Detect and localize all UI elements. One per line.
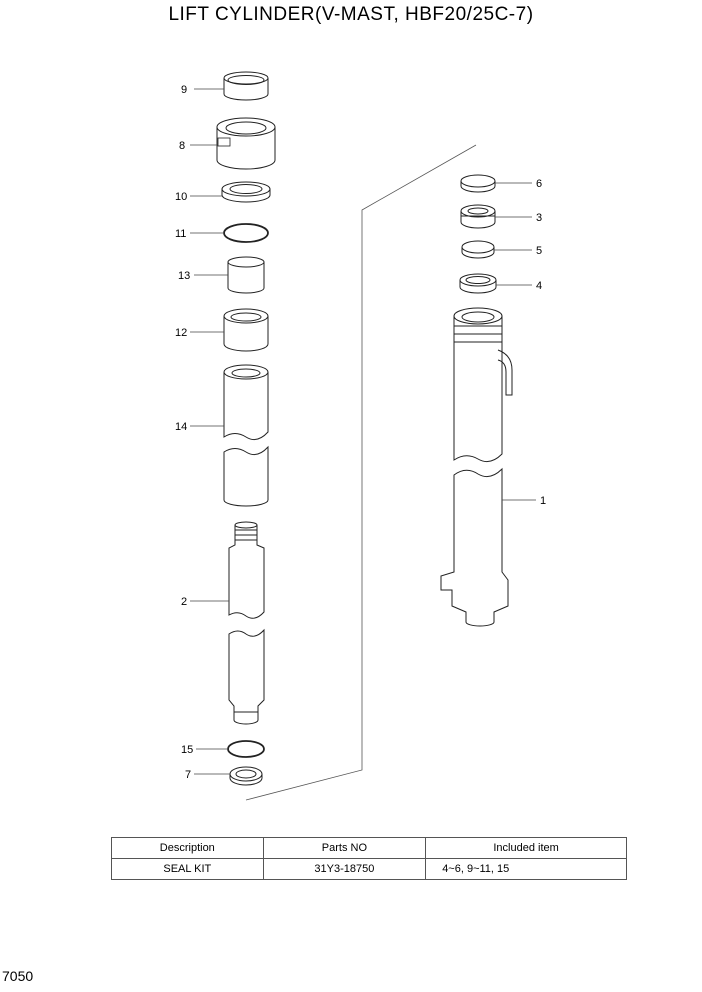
page-number: 7050: [2, 968, 34, 984]
part-8-rod-cover: [217, 118, 275, 169]
callout-5: 5: [536, 245, 543, 257]
callout-3: 3: [536, 212, 543, 224]
part-13-bushing: [228, 257, 264, 293]
table-row: [112, 859, 627, 880]
part-9-wiper-ring: [224, 72, 268, 100]
part-5-backup-ring: [462, 241, 494, 258]
part-12-guide: [224, 309, 268, 351]
callout-14: 14: [175, 421, 188, 433]
column-header-included-item: Included item: [426, 838, 627, 859]
part-14-spacer-tube: [224, 365, 268, 506]
part-10-rod-seal: [222, 182, 270, 202]
callout-10: 10: [175, 191, 188, 203]
part-3-piston: [461, 205, 495, 228]
part-7-retaining-ring: [230, 767, 262, 785]
part-1-cylinder-tube: [441, 308, 512, 626]
assembly-guide-line: [246, 145, 476, 800]
part-15-o-ring: [228, 741, 264, 757]
callout-7: 7: [185, 769, 192, 781]
callout-1: 1: [540, 495, 547, 507]
callout-4: 4: [536, 280, 543, 292]
page-title: LIFT CYLINDER(V-MAST, HBF20/25C-7): [168, 4, 534, 25]
part-6-wear-ring: [461, 175, 495, 192]
cell-parts-no: 31Y3-18750: [263, 859, 426, 880]
column-header-description: Description: [112, 838, 264, 859]
callout-12: 12: [175, 327, 188, 339]
callout-11: 11: [175, 228, 187, 240]
column-header-parts-no: Parts NO: [263, 838, 426, 859]
part-2-piston-rod: [229, 522, 264, 724]
callout-2: 2: [181, 596, 188, 608]
callout-13: 13: [178, 270, 191, 282]
part-11-o-ring: [224, 224, 268, 242]
cell-included-item: 4~6, 9~11, 15: [426, 859, 627, 880]
table-header-row: [112, 838, 627, 859]
callout-6: 6: [536, 178, 543, 190]
callout-15: 15: [181, 744, 194, 756]
callout-9: 9: [181, 84, 188, 96]
part-4-piston-seal: [460, 274, 496, 293]
callout-8: 8: [179, 140, 186, 152]
cell-description: SEAL KIT: [112, 859, 264, 880]
parts-table: [111, 837, 627, 880]
